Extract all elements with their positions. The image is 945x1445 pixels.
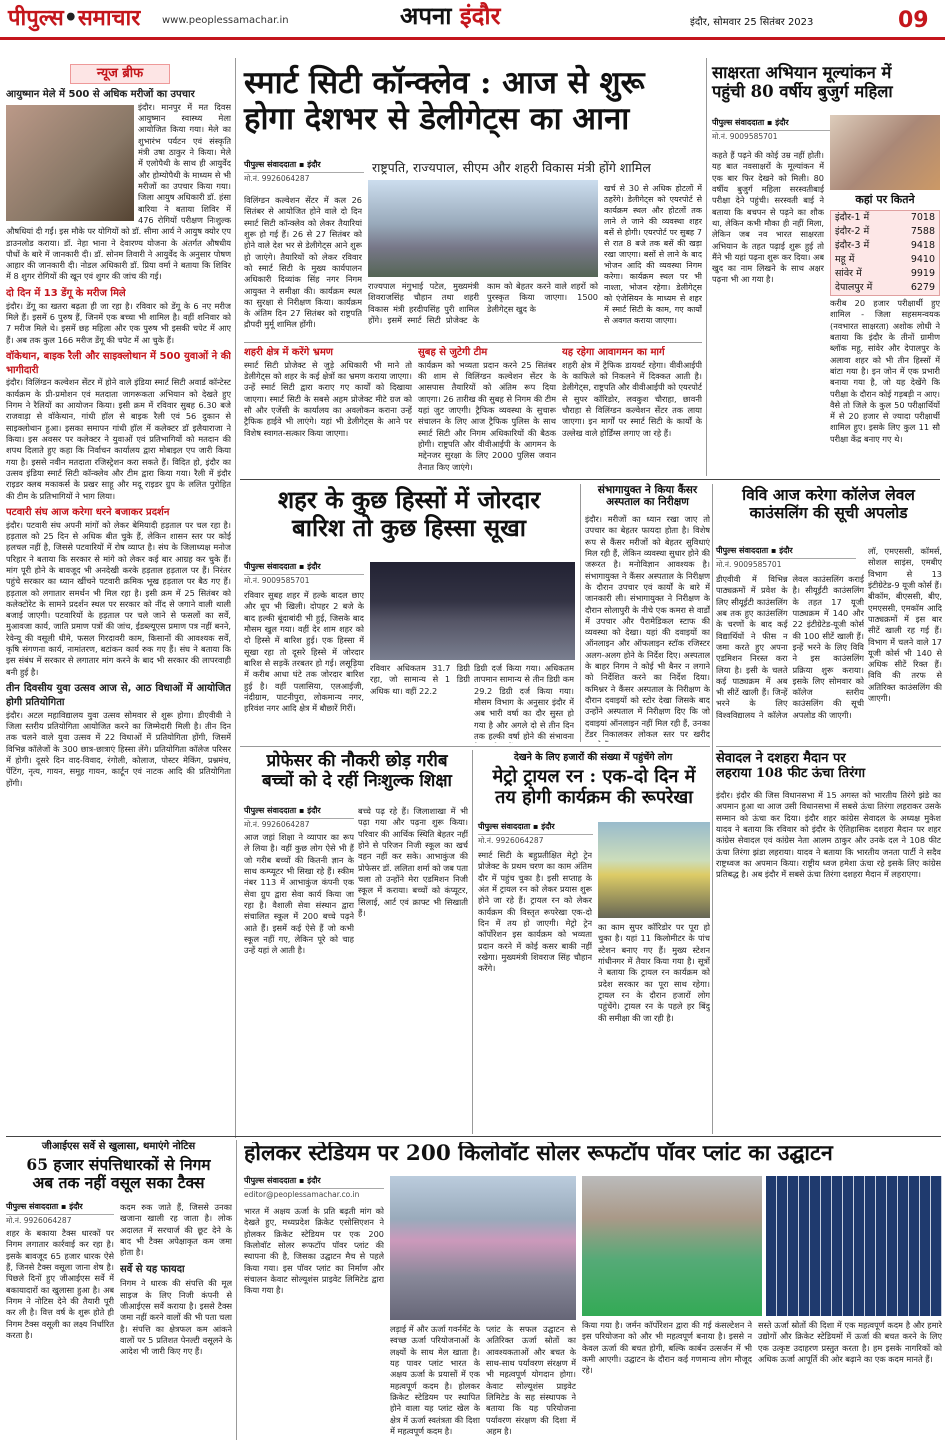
column-divider xyxy=(580,484,581,742)
literacy-byline-block xyxy=(712,118,832,145)
davv-mobile: मो.नं. 9009585701 xyxy=(716,559,782,569)
davv-text-right: लॉ, एमएससी, कॉमर्स, सोशल साइंस, एमबीए विभाग से 13 इंटीग्रेटेड-9 यूजी कोर्स हैं। बीकॉम, बीएससी, बीए, एमएससी, एमकॉम आदि पाठ्यक्रमों में इस बार सीटें खाली रह गई हैं। विभाग में चलने वाले 17 यूजी कोर्स भी 140 से अधिक सीटें रिक्त हैं। विवि की तरफ से अतिरिक्त काउंसलिंग की जाएगी। xyxy=(868,546,942,704)
rain-mobile: मो.नं. 9009585701 xyxy=(244,575,310,585)
brief-text: इंदौर। पटवारी संघ अपनी मांगों को लेकर बेमियादी हड़ताल पर चल रहा है। हड़ताल को 25 दिन से अधिक बीत चुके हैं, लेकिन शासन स्तर पर कोई हलचल नहीं है, जिससे पटवारियों में रोष व्याप्त है। संघ के जिलाध्यक्ष मनोज परिहार ने बताया कि सरकार से मांगे को लेकर कई बार आग्रह कर चुके हैं। मांग पूरी होने के बावजूद भी अनदेखी करके हड़ताल हड़ताल पर हैं। निरंतर पहुंचे सरकार का ध्यान खींचने पटवारी क्रमिक भूख हड़ताल पर बैठ गए हैं। हड़ताल को लगातार समर्थन भी मिल रहा है। इसी क्रम में 25 सितंबर को कलेक्टोरेट के सामने प्रदर्शन स्थल पर सरकार को नींद से जगाने वाली थाली बजाई जाएगी। पटवारियों के हड़ताल पर चले जाने से फसलों का सर्वे, मुआवजा कार्य, जाति प्रमाण पत्रों की जांच, ईडब्ल्यूएस प्रमाण पत्र नहीं बनने, रेवेन्यू की वसूली धीमे, फसल गिरदावरी काम, किसानों की आवश्यक सर्वे, कृषि संगणना कार्य, नामांतरण, बटांकन कार्य रुक गए हैं। संघ ने बताया कि इस संबंध में सरकार से लगातार मांग करने के बाद भी सरकार की लापरवाही बनी हुई है। xyxy=(6,519,231,677)
brief-text: इंदौर। विलिंग्डन कल्वेशन सेंटर में होने वाले इंडिया स्मार्ट सिटी अवार्ड कॉन्टेस्ट कार्यक्रम के प्री-प्रमोशन एवं मतदाता जागरूकता अभियान को देखते हुए निगम ने रैलियों का आयोजन किया। इसी क्रम में रविवार सुबह 6.30 बजे राजवाड़ा से वॉकेथान, गांधी हॉल से बाइक रैली एवं 56 दुकान से साइक्लोथान हुआ। इसका समापन गांधी हॉल में कलेक्टर डॉ इलैयाराजा ने किया। इस अवसर पर कलेक्टर ने युवाओं एवं प्रतिभागियों को मतदान की शपथ दिलाते हुए कहा कि निर्वाचन कार्यालय द्वारा मोबाइल एप जारी किया गया है। इससे नवीन मतदाता रजिस्ट्रेशन करा सकते हैं। विदित हो, इंदौर का उत्सव इंडिया स्मार्ट सिटी कॉन्क्लेव और टीम द्वारा किया गया। रैली में इंदौर राइडर क्लब मकाकर्स के प्रखर साहू और मदू राइडर ग्रुप के ललित पुरोहित की टीम के प्रतिभागियों ने भाग लिया। xyxy=(6,377,231,501)
solar-headline: होलकर स्टेडियम पर 200 किलोवॉट सोलर रूफटॉप पॉवर प्लांट का उद्घाटन xyxy=(244,1142,833,1166)
gst-col1: शहर के बकाया टैक्स धारकों पर निगम लगातार कार्रवाई कर रहा है। इसके बावजूद 65 हजार धारक ऐसे हैं, जिनसे टैक्स वसूला जाना शेष है। पिछले दिनों हुए जीआईएस सर्वे में बकायादारों का खुलासा हुआ है। अब निगम ने नोटिस देने की तैयारी पूरी कर ली है। वित्त वर्ष के शुरू होते ही निगम टैक्स वसूली का लक्ष्य निर्धारित करता है। xyxy=(6,1228,114,1340)
gst-subhead: सर्वे से यह फायदा xyxy=(120,1263,185,1275)
section-divider xyxy=(240,479,940,480)
solar-photo-panels xyxy=(766,1176,942,1316)
literacy-headline xyxy=(712,64,940,102)
rain-byline: पीपुल्स संवाददाता ▪ इंदौर xyxy=(244,562,364,575)
rain-headline-line1: शहर के कुछ हिस्सों में जोरदार xyxy=(277,485,541,514)
brief-headline: दो दिन में 13 डेंगू के मरीज मिले xyxy=(6,287,126,299)
page-number: 09 xyxy=(898,8,929,33)
box-text: शहरी क्षेत्र में ट्रैफिक डायवर्ट रहेगा। वीवीआईपी के काफिले को निकलने में दिक्कत आती है। डेलीगेट्स, राष्ट्रपति और वीवीआईपी को एयरपोर्ट से सुपर कॉरिडोर, लवकुश चौराहा, छावनी चौराहा से विलिंग्डन कल्वेशन सेंटर तक लाया जाएगा। इन मार्गों पर स्मार्ट सिटी के कार्यों के उल्लेख वाले होर्डिंग्स लगाए जा रहे हैं। xyxy=(562,359,702,438)
solar-col1: भारत में अक्षय ऊर्जा के प्रति बढ़ती मांग को देखते हुए, मध्यप्रदेश क्रिकेट एसोसिएशन ने होलकर क्रिकेट स्टेडियम पर एक 200 किलोवॉट सोलर रूफटॉप पॉवर प्लांट की स्थापना की है, जिसका उद्घाटन मैच से पहले किया गया। इस पॉवर प्लांट का निर्माण और संचालन केवाट सोल्यूशंस प्राइवेट लिमिटेड द्वारा किया गया है। xyxy=(244,1206,384,1296)
literacy-row: इंदौर-3 में 9418 xyxy=(835,240,935,251)
column-divider xyxy=(472,750,473,1134)
literacy-table-title: कहां पर कितने xyxy=(855,193,915,206)
section-divider xyxy=(6,1136,941,1137)
brief-text: इंदौर। मानपुर में मत दिवस आयुष्मान स्वास्थ्य मेला आयोजित किया गया। मेले का शुभारंभ पर्यटन एवं संस्कृति मंत्री उषा ठाकुर ने किया। मेले में एलोपैथी के साथ ही आयुर्वेद और होम्योपैथी के माध्यम से भी मरीजों का उपचार किया गया। जिला आयुष अधिकारी डॉ. हंसा बारिया ने बताया शिविर में 476 रोगियों परीक्षण निःशुल्क औषधियां दी गईं। इस मौके पर योगियों को डॉ. सीमा आर्य ने आयुष क्योर एप डाउनलोड कराया। डॉ. नेहा भाना ने देवारण्य योजना के अंतर्गत औषधीय पौधों के बारे में जानकारी दी। डॉ. सोनम तिवारी ने आयुर्वेद के अनुसार पोषण आहार की जानकारी दी। नोडल अधिकारी डॉ. प्रिया वर्मा ने बताया कि शिविर में 8 शुगर रोगियों की खून एवं शुगर की जांच की गई। xyxy=(6,101,231,282)
rain-body: रविवार सुबह शहर में हल्के बादल छाए और धूप भी खिली। दोपहर 2 बजे के बाद हल्की बूंदाबांदी भी हुई, जिसके बाद मौसम खुल गया। वहीं देर शाम शहर को दो हिस्से में बारिश हुई। एक हिस्सा में सूखा रहा तो दूसरे हिस्से में जोरदार बारिश से सड़कें तरबतर हो गई। लसूड़िया में करीब आधा घंटे तक जोरदार बारिश हुई है। वहीं पलासिया, एलआईजी, नंदीग्राम, पाटनीपुरा, लोकमान्य नगर, हरिवंश नगर आदि क्षेत्र में बौछारें गिरीं। xyxy=(244,590,364,714)
rain-headline xyxy=(244,486,574,541)
lead-headline-line1: स्मार्ट सिटी कॉन्क्लेव : आज से शुरू xyxy=(244,65,645,101)
literacy-row: महू में 9410 xyxy=(835,254,935,265)
sevadal-headline xyxy=(716,752,941,782)
lead-byline-block xyxy=(244,160,364,187)
metro-photo-train xyxy=(598,822,710,918)
gst-text: कदम रुक जाते हैं, जिससे उनका खजाना खाली रह जाता है। लोक अदालत में सरचार्ज की छूट देने के बाद भी टैक्स अपेक्षाकृत कम जमा होता है। xyxy=(120,1202,232,1258)
lead-box-route xyxy=(562,346,702,476)
page-header xyxy=(0,0,945,40)
gst-byline: पीपुल्स संवाददाता ▪ इंदौर xyxy=(6,1202,114,1215)
gst-text: निगम ने धारक की संपत्ति की मूल साइज के लिए निजी कंपनी से जीआईएस सर्वे कराया है। इससे टैक्स जमा नहीं करने वालों की भी पता चला है। संपत्ति का क्षेत्रफल कम आंकने वालों पर 5 प्रतिशत पेनल्टी वसूलने के आदेश भी जारी किए गए हैं। xyxy=(120,1278,232,1357)
column-divider xyxy=(235,58,236,1138)
professor-headline-line2: बच्चों को दे रहीं निःशुल्क शिक्षा xyxy=(262,770,452,791)
literacy-photo-elderly-woman xyxy=(830,115,940,190)
lead-photo-caption: राज्यपाल मंगुभाई पटेल, मुख्यमंत्री शिवराजसिंह चौहान तथा शहरी विकास मंत्री हरदीपसिंह पुरी शामिल होंगे। इसमें स्मार्ट सिटी प्रोजेक्ट के काम को बेहतर करने वाले शहरों को पुरस्कृत किया जाएगा। 1500 डेलीगेट्स खुद के xyxy=(368,281,598,325)
column-divider xyxy=(236,1140,237,1440)
gst-headline-line1: 65 हजार संपत्तिधारकों से निगम xyxy=(26,1155,211,1174)
lead-body-right: खर्च से 30 से अधिक होटलों में ठहरेंगे। डेलीगेट्स को एयरपोर्ट से कार्यक्रम स्थल और होटलों तक लाने ले जाने की व्यवस्था शहर बसें से होगी। एयरपोर्ट पर सुबह 7 से रात 8 बजे तक बसें की खड़ा रखा जाएगा। बसों से लाने के बाद भोजन आदि की व्यवस्था निगम करेगा। कार्यक्रम स्थल पर भी नाश्ता, भोजन रहेगा। डेलीगेट्स को एंजेसियन के माध्यम से शहर में स्मार्ट सिटी के काम, गए कार्यों से अवगत कराया जाएगा। xyxy=(604,184,702,326)
professor-mobile: मो.नं. 9926064287 xyxy=(244,819,310,829)
davv-text-left xyxy=(716,574,864,742)
metro-col1: स्मार्ट सिटी के बहुप्रतीक्षित मेट्रो ट्रेन प्रोजेक्ट के प्रथम चरण का काम अंतिम दौर में पहुंच चुका है। इसी सप्ताह के अंत में ट्रायल रन को लेकर प्रयास शुरू होने जा रहे हैं। ट्रायल रन को लेकर कार्यक्रम की विस्तृत रूपरेखा एक-दो दिन में तय हो जाएगी। मेट्रो ट्रेन कॉर्पोरेशन इस कार्यक्रम को भव्यता प्रदान करने में कोई कसर बाकी नहीं रखेगा। मुख्यमंत्री शिवराज सिंह चौहान करेंगे। xyxy=(478,850,592,974)
sevadal-headline-line1: सेवादल ने दशहरा मैदान पर xyxy=(716,751,846,766)
rain-body-mid: रविवार अधिकतम 31.7 डिग्री रहा, जो सामान्य से 1 डिग्री अधिक था। वहीं 22.2 xyxy=(370,663,470,696)
literacy-row: सांवेर में 9919 xyxy=(835,268,935,279)
brief-headline: वॉकेथान, बाइक रैली और साइक्लोथान में 500 युवाओं ने की भागीदारी xyxy=(6,350,231,376)
davv-text-b: सीयूईटी काउंसलिंग के तहत 17 यूजी पाठ्यक्रम में 140 और 22 इंटीग्रेटेड-यूजी कोर्स की 100 सीटें खाली हैं। इन्हें भरने के लिए विवि ने इस काउंसलिंग प्रक्रिया शुरू कराया। इसके लिए सोमवार को कॉलेज स्तरीय काउंसलिंग की सूची अपलोड की जाएगी। xyxy=(792,585,864,720)
rain-headline-line2: बारिश तो कुछ हिस्सा सूखा xyxy=(292,512,526,542)
professor-byline: पीपुल्स संवाददाता ▪ इंदौर xyxy=(244,806,354,819)
gst-byline-block xyxy=(6,1202,114,1229)
section-divider xyxy=(716,746,941,747)
metro-mobile: मो.नं. 9926064287 xyxy=(478,835,544,845)
gst-mobile: मो.नं. 9926064287 xyxy=(6,1215,72,1225)
brief-headline: आयुष्मान मेले में 500 से अधिक मरीजों का उपचार xyxy=(6,89,195,100)
news-brief-label-box xyxy=(70,64,170,84)
rain-body-right: डिग्री दर्ज किया गया। अधिकतम तापमान सामान्य से तीन डिग्री कम 29.2 डिग्री दर्ज किया गया। मौसम विभाग के अनुसार इंदौर में अब भारी वर्षा का दौर सुस्त हो गया है और अगले दो से तीन दिन तक हल्की वर्षा होने की संभावना xyxy=(474,663,574,741)
metro-kicker: देखने के लिए हजारों की संख्या में पहुंचेंगे लोग xyxy=(513,752,673,763)
solar-email[interactable]: editor@peoplessamachar.co.in xyxy=(244,1189,360,1199)
rain-photo-flooded-street xyxy=(370,562,575,660)
brief-headline: तीन दिवसीय युवा उत्सव आज से, आठ विधाओं में आयोजित होगी प्रतियोगिता xyxy=(6,683,231,708)
solar-byline: पीपुल्स संवाददाता ▪ इंदौर xyxy=(244,1176,384,1189)
literacy-table xyxy=(830,210,940,296)
cancer-headline xyxy=(585,484,710,508)
box-title: यह रहेगा आवागमन का मार्ग xyxy=(562,347,665,358)
sevadal-headline-line2: लहराया 108 फीट ऊंचा तिरंगा xyxy=(716,765,866,781)
solar-byline-block xyxy=(244,1176,384,1203)
lead-photo-convention-center xyxy=(368,180,598,277)
metro-headline-line1: मेट्रो ट्रायल रन : एक-दो दिन में xyxy=(492,766,696,787)
professor-headline-line1: प्रोफेसर की नौकरी छोड़ गरीब xyxy=(266,751,448,771)
gst-headline-line2: अब तक नहीं वसूल सका टैक्स xyxy=(32,1172,205,1192)
cancer-headline-line1: संभागायुक्त ने किया कैंसर xyxy=(597,484,698,496)
divider xyxy=(244,342,702,343)
lead-headline-line2: होगा देशभर से डेलीगेट्स का आना xyxy=(244,100,630,137)
lead-byline: पीपुल्स संवाददाता ▪ इंदौर xyxy=(244,160,364,173)
lead-mobile: मो.नं. 9926064287 xyxy=(244,173,310,183)
literacy-headline-line1: साक्षरता अभियान मूल्यांकन में xyxy=(712,63,892,82)
gst-kicker: जीआईएस सर्वे से खुलासा, थमाएंगे नोटिस xyxy=(41,1141,196,1152)
weather-office-box xyxy=(474,746,578,747)
section-title: अपना इंदौर xyxy=(400,1,501,30)
cancer-text: इंदौर। मरीजों का ध्यान रखा जाए तो उपचार का बेहतर फायदा होता है। विशेष रूप से कैंसर मरीजों को बेहतर सुविधाएं मिल रही हैं, लेकिन व्यवस्था सुधार होने की जरूरत है। मनोविज्ञान आवश्यक है। संभागायुक्त ने कैंसर अस्पताल के निरीक्षण के दौरान उपचार एवं कार्यों के बारे में जानकारी ली। संभागायुक्त ने निरीक्षण के दौरान सोलापुरी के नीचे एक कमरा से वार्डों में उपचार और पैरामेडिकल स्टाफ की व्यवस्था को देखा। यहां की दवाइयों का ऑनलाइन और ऑफलाइन स्टॉक रजिस्टर अलग-अलग होने के निर्देश दिए। अस्पताल के बाहर निगम ने कोई भी बैनर न लगाने को निर्देशित करने का निर्देश दिया। कमिश्नर ने कैंसर अस्पताल के निरीक्षण के दौरान दवाइयों को स्टोर देखा जिसके बाद उन्होंने अस्पताल में निरीक्षण दिए कि जो दवाइयां ऑनलाइन नहीं मिल रही हैं, उनका टेंडर निकालकर लोकल स्तर पर खरीद xyxy=(585,514,710,739)
davv-text-a: डीएवीवी में विभिन्न पाठ्यक्रमों में प्रवेश के लिए सीयूईटी काउंसलिंग अब तक हुए काउंसलिंग के चरणों के बाद कई विद्यार्थियों ने फीस न जमा करते हुए अपना एडमिशन निरस्त करा लिया है। इसी के चलते कई पाठ्यक्रम में अब भी सीटें खाली हैं। जिन्हें भरने के लिए विश्वविद्यालय ने कॉलेज लेवल काउंसलिंग कराई है। xyxy=(716,574,864,720)
brief-text: इंदौर। अटल महाविद्यालय युवा उत्सव सोमवार से शुरू होगा। डीएवीवी ने जिला स्तरीय प्रतियोगिता आयोजित करने का जिम्मेदारी मिली है। तीन दिन तक चलने वाले युवा उत्सव में 22 विधाओं में प्रतियोगिता होंगी, जिसमें विभिन्न कॉलेजों के 300 छात्र-छात्राएं हिस्सा लेंगे। प्रतियोगिता कॉलेज परिसर में होगी। दूसरे दिन वाद-विवाद, रंगोली, कोलाज, पोस्टर मेकिंग, प्रश्नमंच, पेंटिंग, नृत्य, गायन, समूह गायन, कार्टून एवं नाटक आदि की प्रतियोगिता होंगी। xyxy=(6,709,231,788)
literacy-row: देपालपुर में 6279 xyxy=(835,282,935,293)
professor-byline-block xyxy=(244,806,354,833)
website-url[interactable]: www.peoplessamachar.in xyxy=(162,15,289,26)
news-brief-label: न्यूज ब्रीफ xyxy=(96,66,144,81)
metro-col2: का काम सुपर कॉरिडोर पर पूरा हो चुका है। यहां 11 किलोमीटर के पांच स्टेशन बनाए गए हैं। मुख्य स्टेशन गांधीनगर में तैयार किया गया है। सूत्रों ने बताया कि ट्रायल रन कार्यक्रम को प्रदेश सरकार का पूरा साथ रहेगा। ट्रायल रन के दौरान हजारों लोग पहुंचेंगे। ट्रायल रन के पहले हर बिंदु की समीक्षा की जा रही है। xyxy=(598,922,710,1023)
solar-col2: लड़ाई में और ऊर्जा गवर्नमेंट के स्वच्छ ऊर्जा परियोजनाओं के लक्ष्यों के साथ मेल खाता है। यह पावर प्लांट भारत के अक्षय ऊर्जा के प्रयासों में एक महत्वपूर्ण कदम है। होलकर क्रिकेट स्टेडियम पर स्थापित होने वाला यह प्लांट खेल के क्षेत्र में ऊर्जा स्वतंत्रता की दिशा में महत्वपूर्ण कदम है। xyxy=(390,1324,480,1436)
box-text: कार्यक्रम को भव्यता प्रदान करने 25 सितंबर की शाम से विलिंग्डन कल्वेशन सेंटर के आसपास तैयारियों को अंतिम रूप दिया जाएगा। 26 तारीख की सुबह से निगम की टीम यहां जुट जाएगी। ट्रैफिक व्यवस्था के सुचारू संचालन के लिए आज ट्रैफिक पुलिस के साथ स्मार्ट सिटी और निगम अधिकारियों की बैठक होगी। राष्ट्रपति और वीवीआईपी के आगमन के मद्देनजर सुरक्षा के लिए 2000 पुलिस जवान तैनात किए जाएंगे। xyxy=(418,359,556,472)
solar-photo-stadium xyxy=(582,1176,762,1316)
box-title: सुबह से जुटेगी टीम xyxy=(418,347,488,358)
literacy-headline-line2: पहुंची 80 वर्षीय बुजुर्ग महिला xyxy=(712,81,893,101)
lead-box-team xyxy=(418,346,556,476)
cancer-headline-line2: अस्पताल का निरीक्षण xyxy=(606,496,689,509)
literacy-after-text: करीब 20 हजार परीक्षार्थी हुए शामिल - जिला सहसमन्वयक (नवभारत साक्षरता) अशोक लोधी ने बताया कि इंदौर के तीनों ग्रामीण ब्लॉक महू, सांवेर और देपालपुर के अलावा शहर को भी तीन हिस्सों में बांटा गया है। इन जोन में एक प्रभारी बनाया गया है, जो यह देखेंगे कि परीक्षा के दौरान कोई गड़बड़ी न आए। वैसे तो जिले के कुल 50 परीक्षार्थियों में से 20 हजार से ज्यादा परीक्षार्थी शामिल हुए। इसके लिए कुल 11 सौ परीक्षा केंद्र बनाए गए थे। xyxy=(830,298,940,444)
metro-byline-block xyxy=(478,822,593,849)
solar-col5: सस्ते ऊर्जा स्रोतों की दिशा में एक महत्वपूर्ण कदम है और हमारे उद्योगों और क्रिकेट स्टेडियमों में ऊर्जा की बचत करने के लिए एक उत्कृष्ट उदाहरण प्रस्तुत करता है। हम इसके नागरिकों को अधिक ऊर्जा आपूर्ति की ओर बढ़ाने का एक कदम मानते हैं। xyxy=(758,1320,942,1364)
brief-photo xyxy=(6,105,134,221)
lead-headline xyxy=(244,66,699,137)
solar-col4: किया गया है। जर्मन कॉर्पोरेशन द्वारा की गई कंसल्टेशन ने इस परियोजना को और भी महत्वपूर्ण बनाया है। इससे न केवल ऊर्जा की बचत होगी, बल्कि कार्बन उत्सर्जन में भी कमी आएगी। उद्घाटन के दौरान कई गणमान्य लोग मौजूद रहे। xyxy=(582,1320,752,1376)
news-brief-column xyxy=(6,88,231,1130)
lead-body-left: विलिंग्डन कल्वेशन सेंटर में कल 26 सितंबर से आयोजित होने वाले दो दिन स्मार्ट सिटी कॉन्क्लेव को लेकर तैयारियां शुरू हो गई हैं। 26 से 27 सितंबर को होने वाले देश भर से डेलीगेट्स आने शुरू हो जाएंगे। तैयारियों को लेकर रविवार को स्मार्ट सिटी के मुख्य कार्यपालन अधिकारी दिव्यांक सिंह नगर निगम आयुक्त ने समीक्षा की। कार्यक्रम स्थल का सुरक्षा से निरीक्षण किया। कार्यक्रम के अंतिम दिन 27 सितंबर को राष्ट्रपति द्रौपदी मुर्मू शामिल होंगी। xyxy=(244,195,362,330)
solar-photo-inauguration xyxy=(390,1176,576,1320)
metro-headline-line2: तय होगी कार्यक्रम की रूपरेखा xyxy=(495,786,693,808)
literacy-row: इंदौर-2 में 7588 xyxy=(835,226,935,237)
gst-headline xyxy=(6,1156,231,1192)
literacy-byline: पीपुल्स संवाददाता ▪ इंदौर xyxy=(712,118,832,131)
literacy-row: इंदौर-1 में 7018 xyxy=(835,212,935,223)
column-divider xyxy=(712,484,713,1134)
davv-headline-line2: काउंसलिंग की सूची अपलोड xyxy=(749,502,908,522)
gst-col2 xyxy=(120,1202,232,1440)
literacy-mobile: मो.नं. 9009585701 xyxy=(712,131,778,141)
column-divider xyxy=(706,58,707,476)
box-title: शहरी क्षेत्र में करेंगे भ्रमण xyxy=(244,347,334,358)
davv-headline-line1: विवि आज करेगा कॉलेज लेवल xyxy=(742,485,915,504)
professor-col1: आज जहां शिक्षा ने व्यापार का रूप ले लिया है। वहीं कुछ लोग ऐसे भी हैं जो गरीब बच्चों की कितनी ज्ञान के साथ कम्प्यूटर भी सिखा रहे हैं। स्कीम नंबर 113 में आभाकुंज कंपनी एक सेवा ग्रुप द्वारा सेवा कार्य किया जा रहा है। वैशाली सेवा संस्थान द्वारा संचालित स्कूल में 200 बच्चे पढ़ने आते हैं। इसमें कई ऐसे हैं जो कभी स्कूल नहीं गए, लेकिन पूरे को चाह उन्हें यहां ले आती है। xyxy=(244,832,354,956)
brief-text: इंदौर। डेंगू का खतरा बढ़ता ही जा रहा है। रविवार को डेंगू के 6 नए मरीज मिले हैं। इसमें 6 पुरुष हैं, जिनमें एक बच्चा भी शामिल है। वहीं शनिवार को 7 मरीज मिले थे। इसमें छह महिला और एक पुरुष भी इसकी चपेट में आए हैं। अब तक कुल 166 मरीज डेंगू की चपेट में आ चुके हैं। xyxy=(6,300,231,345)
professor-col2: बच्चे पढ़ रहे हैं। जिलाशाखा में भी पढ़ा गया और पढ़ना शुरू किया। परिवार की आर्थिक स्थिति बेहतर नहीं होने से परिजन निजी स्कूल का खर्च वहन नहीं कर सके। आभाकुंज की प्रोफेसर डॉ. ललिता शर्मा को जब पता चला तो उन्होंने मेरा एडमिशन निजी स्कूल में कराया। बच्चों को कंप्यूटर, सिलाई, आर्ट एवं क्राफ्ट भी सिखाती हैं। xyxy=(358,806,468,918)
lead-subhead: राष्ट्रपति, राज्यपाल, सीएम और शहरी विकास मंत्री होंगे शामिल xyxy=(372,160,651,175)
rain-byline-block xyxy=(244,562,364,589)
box-text: स्मार्ट सिटी प्रोजेक्ट से जुड़े अधिकारी भी माने तो डेलीगेट्स को शहर के कई क्षेत्रों का भ्रमण कराया जाएगा। उन्हें स्मार्ट सिटी द्वारा कराए गए कार्यों को दिखाया जाएगा। स्मार्ट सिटी के सबसे अहम प्रोजेक्ट मीटे ग्रज को सौ और एजेंसी के कार्यालय का अवलोकन कराना उन्हें ट्रैफिक हाईवे भी लाएंगे। यहां भी डेलीगेट्स के आने पर विशेष स्वागत-सत्कार किया जाएगा। xyxy=(244,359,412,438)
davv-byline-block xyxy=(716,546,856,573)
sevadal-text: इंदौर। इंदौर की जिस विधानसभा में 15 अगस्त को भारतीय तिरंगे झंडे का अपमान हुआ था आज उसी विधानसभा में सबसे ऊंचा तिरंगा लहराकर उसके सम्मान को ऊंचा कर दिया। इंदौर शहर कांग्रेस सेवादल के अध्यक्ष मुकेश यादव ने बताया कि रविवार को इंदौर के ऐतिहासिक दशहरा मैदान पर शहर कांग्रेस सेवादल एवं कांग्रेस नेता आलम ठाकुर और उनके दल ने 108 फीट ऊंचा तिरंगा झंडा लहराया। यादव ने बताया कि भारतीय जनता पार्टी ने सदैव राष्ट्रध्वज का अपमान किया। राष्ट्रीय ध्वज हमेशा ऊंचा रहे इसके लिए कांग्रेस प्रतिबद्ध है। अब इंदौर में सबसे ऊंचा तिरंगा दशहरा मैदान में लहराएगा। xyxy=(716,790,941,880)
dateline: इंदौर, सोमवार 25 सितंबर 2023 xyxy=(690,17,814,28)
davv-byline: पीपुल्स संवाददाता ▪ इंदौर xyxy=(716,546,856,559)
literacy-left-text: कहते हैं पढ़ने की कोई उम्र नहीं होती। यह बात नवसाक्षरों के मूल्यांकन में एक बार फिर देखने को मिली। 80 वर्षीय बुजुर्ग महिला सरस्वतीबाई परीक्षा देने पहुंची। सरस्वती बाई ने बताया कि बचपन से पढ़ने का शौक था, लेकिन कभी मौका ही नहीं मिला, लेकिन जब नव भारत साक्षरता अभियान के तहत पढ़ाई शुरू हुई तो मैंने भी यहां पढ़ना शुरू कर दिया। अब खुद का नाम लिखने के साथ अक्षर पढ़ना भी आ गया है। xyxy=(712,150,824,285)
masthead-logo: पीपुल्स•समाचार xyxy=(8,5,141,31)
metro-headline xyxy=(478,767,710,808)
professor-headline xyxy=(244,752,470,791)
metro-byline: पीपुल्स संवाददाता ▪ इंदौर xyxy=(478,822,593,835)
solar-col3: प्लांट के सफल उद्घाटन से अतिरिक्त ऊर्जा स्रोतों का आवश्यकताओं और बचत के साथ-साथ पर्यावरण संरक्षण में भी महत्वपूर्ण योगदान होगा। केवाट सोल्यूशंस प्राइवेट लिमिटेड के सह संस्थापक ने बताया कि यह परियोजना पर्यावरण संरक्षण की दिशा में अहम है। xyxy=(486,1324,576,1436)
davv-headline xyxy=(716,486,941,522)
brief-headline: पटवारी संघ आज करेगा धरने बजाकर प्रदर्शन xyxy=(6,506,170,518)
lead-box-city-tour xyxy=(244,346,412,476)
